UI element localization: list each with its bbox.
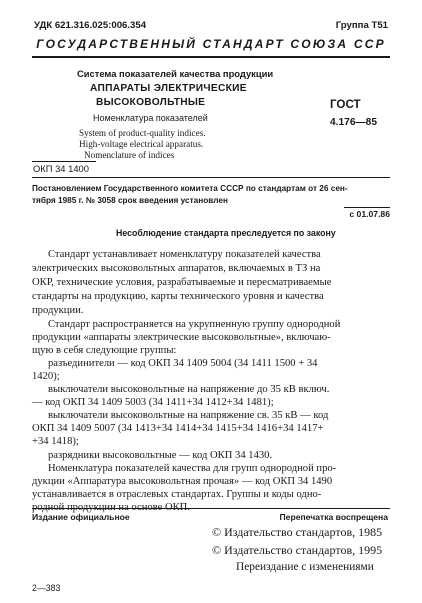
system-line: Система показателей качества продукции bbox=[77, 68, 274, 79]
copyright-1995: © Издательство стандартов, 1995 bbox=[212, 543, 383, 557]
body-line: дукции «Аппаратура высоковольтная прочая» — код ОКП 34 1490 bbox=[32, 476, 333, 487]
standard-banner: ГОСУДАРСТВЕННЫЙ СТАНДАРТ СОЮЗА ССР bbox=[36, 37, 386, 51]
body-line: — код ОКП 34 1409 5003 (34 1411+34 1412+34 1481); bbox=[32, 397, 274, 408]
official-edition: Издание официальное bbox=[32, 512, 130, 522]
copyright-1985: © Издательство стандартов, 1985 bbox=[212, 525, 383, 539]
body-line: щую в себя следующие группы: bbox=[32, 345, 177, 356]
english-title-line-3: Nomenclature of indices bbox=[84, 150, 175, 160]
body-line: ОКП 34 1409 5007 (34 1413+34 1414+34 1415+34 1416+34 1417+ bbox=[32, 423, 324, 434]
decree-line-2: тября 1985 г. № 3058 срок введения установлен bbox=[32, 196, 228, 205]
decree-line-1: Постановлением Государственного комитета СССР по стандартам от 26 сен- bbox=[32, 184, 348, 193]
okp-code: ОКП 34 1400 bbox=[33, 163, 89, 174]
body-line: 1420); bbox=[32, 371, 60, 382]
effective-date-rule bbox=[344, 207, 390, 208]
reprint-notice: Перепечатка воспрещена bbox=[279, 512, 388, 522]
okp-rule bbox=[32, 161, 96, 162]
page-code: 2—383 bbox=[32, 583, 61, 593]
banner-rule bbox=[32, 56, 390, 58]
body-line: Стандарт устанавливает номенклатуру показателей качества bbox=[48, 249, 321, 260]
body-line: выключатели высоковольтные на напряжение св. 35 кВ — код bbox=[48, 410, 329, 421]
english-title-line-2: High-voltage electrical apparatus. bbox=[79, 139, 204, 149]
title-block-bottom-rule bbox=[32, 177, 390, 178]
subtitle-line: Номенклатура показателей bbox=[93, 113, 208, 123]
body-line: Стандарт распространяется на укрупненную группу однородной bbox=[48, 319, 341, 330]
body-line: устанавливается в отраслевых стандартах. Группы и коды одно- bbox=[32, 489, 322, 500]
body-line: разъединители — код ОКП 34 1409 5004 (34 1411 1500 + 34 bbox=[48, 358, 318, 369]
gost-label: ГОСТ bbox=[330, 98, 361, 111]
body-line: Номенклатура показателей качества для групп однородной про- bbox=[48, 463, 337, 474]
title-line-1: АППАРАТЫ ЭЛЕКТРИЧЕСКИЕ bbox=[90, 83, 247, 94]
body-text bbox=[32, 249, 392, 500]
reissue-note: Переиздание с изменениями bbox=[236, 561, 374, 573]
body-line: электрических высоковольтных аппаратов, включаемых в ТЗ на bbox=[32, 263, 321, 274]
group-code: Группа Т51 bbox=[335, 20, 388, 31]
body-line: ОКР, технические условия, разрабатываемые и пересматриваемые bbox=[32, 277, 332, 288]
footer-rule bbox=[32, 508, 390, 509]
body-line: стандарты на продукцию, карты технического уровня и качества bbox=[32, 291, 324, 302]
legal-notice: Несоблюдение стандарта преследуется по закону bbox=[116, 228, 336, 238]
effective-date: с 01.07.86 bbox=[349, 209, 390, 219]
body-line: +34 1418); bbox=[32, 436, 79, 447]
title-line-2: ВЫСОКОВОЛЬТНЫЕ bbox=[96, 97, 206, 108]
body-line: выключатели высоковольтные на напряжение до 35 кВ включ. bbox=[48, 384, 330, 395]
body-line: продукции «аппараты электрические высоковольтные», включаю- bbox=[32, 332, 331, 343]
gost-number: 4.176—85 bbox=[330, 117, 378, 128]
english-title-line-1: System of product-quality indices. bbox=[79, 128, 206, 138]
body-line: разрядники высоковольтные — код ОКП 34 1430. bbox=[48, 450, 273, 461]
udk-code: УДК 621.316.025:006.354 bbox=[34, 20, 147, 31]
body-line: продукции. bbox=[32, 305, 84, 316]
